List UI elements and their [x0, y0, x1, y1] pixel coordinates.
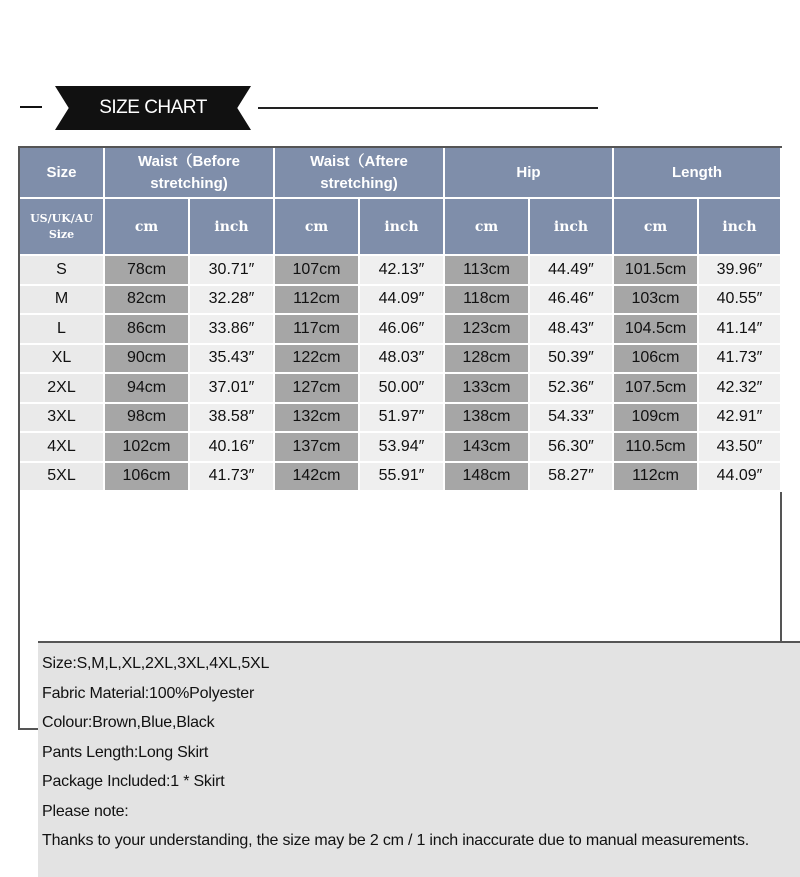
cm-cell: 106cm: [105, 463, 190, 493]
note-line: Package Included:1 * Skirt: [42, 773, 225, 790]
header-dash: [20, 106, 42, 108]
header-waist-before: Waist（Before stretching): [105, 148, 275, 199]
cm-cell: 118cm: [445, 286, 530, 316]
size-cell: 2XL: [20, 374, 105, 404]
size-cell: 4XL: [20, 433, 105, 463]
inch-cell: 55.91″: [360, 463, 445, 493]
cm-cell: 82cm: [105, 286, 190, 316]
cm-cell: 110.5cm: [614, 433, 699, 463]
cm-cell: 107cm: [275, 256, 360, 286]
size-cell: 5XL: [20, 463, 105, 493]
inch-cell: 33.86″: [190, 315, 275, 345]
inch-cell: 56.30″: [530, 433, 614, 463]
cm-cell: 132cm: [275, 404, 360, 434]
inch-cell: 40.55″: [699, 286, 782, 316]
cm-cell: 133cm: [445, 374, 530, 404]
cm-cell: 104.5cm: [614, 315, 699, 345]
inch-cell: 41.73″: [190, 463, 275, 493]
cm-cell: 112cm: [614, 463, 699, 493]
cm-cell: 123cm: [445, 315, 530, 345]
inch-cell: 41.14″: [699, 315, 782, 345]
size-cell: M: [20, 286, 105, 316]
inch-cell: 42.32″: [699, 374, 782, 404]
cm-cell: 90cm: [105, 345, 190, 375]
inch-cell: 40.16″: [190, 433, 275, 463]
cm-cell: 94cm: [105, 374, 190, 404]
cm-cell: 122cm: [275, 345, 360, 375]
inch-cell: 46.06″: [360, 315, 445, 345]
cm-cell: 107.5cm: [614, 374, 699, 404]
unit-cm: cm: [614, 199, 699, 256]
note-line: Pants Length:Long Skirt: [42, 743, 209, 761]
cm-cell: 117cm: [275, 315, 360, 345]
unit-cm: cm: [275, 199, 360, 256]
inch-cell: 52.36″: [530, 374, 614, 404]
inch-cell: 42.13″: [360, 256, 445, 286]
inch-cell: 44.49″: [530, 256, 614, 286]
inch-cell: 46.46″: [530, 286, 614, 316]
unit-cm: cm: [105, 199, 190, 256]
cm-cell: 109cm: [614, 404, 699, 434]
inch-cell: 35.43″: [190, 345, 275, 375]
inch-cell: 50.39″: [530, 345, 614, 375]
unit-inch: inch: [699, 199, 782, 256]
size-chart-table: [18, 146, 782, 849]
cm-cell: 137cm: [275, 433, 360, 463]
inch-cell: 58.27″: [530, 463, 614, 493]
inch-cell: 50.00″: [360, 374, 445, 404]
unit-inch: inch: [360, 199, 445, 256]
product-notes: [38, 641, 800, 877]
inch-cell: 37.01″: [190, 374, 275, 404]
note-line: Size:S,M,L,XL,2XL,3XL,4XL,5XL: [42, 655, 270, 672]
cm-cell: 98cm: [105, 404, 190, 434]
inch-cell: 44.09″: [699, 463, 782, 493]
inch-cell: 43.50″: [699, 433, 782, 463]
header-waist-after: Waist（Aftere stretching): [275, 148, 445, 199]
header-rule: [258, 107, 598, 109]
note-line: Colour:Brown,Blue,Black: [42, 714, 215, 731]
header-size: Size: [20, 148, 105, 199]
inch-cell: 53.94″: [360, 433, 445, 463]
unit-inch: inch: [530, 199, 614, 256]
inch-cell: 38.58″: [190, 404, 275, 434]
cm-cell: 142cm: [275, 463, 360, 493]
cm-cell: 127cm: [275, 374, 360, 404]
cm-cell: 113cm: [445, 256, 530, 286]
unit-cm: cm: [445, 199, 530, 256]
cm-cell: 143cm: [445, 433, 530, 463]
inch-cell: 54.33″: [530, 404, 614, 434]
header-size-region: US/UK/AU Size: [20, 199, 105, 256]
page-title: SIZE CHART: [99, 97, 207, 118]
size-cell: L: [20, 315, 105, 345]
cm-cell: 78cm: [105, 256, 190, 286]
inch-cell: 32.28″: [190, 286, 275, 316]
cm-cell: 86cm: [105, 315, 190, 345]
cm-cell: 128cm: [445, 345, 530, 375]
header-hip: Hip: [445, 148, 614, 199]
inch-cell: 48.43″: [530, 315, 614, 345]
cm-cell: 103cm: [614, 286, 699, 316]
size-cell: S: [20, 256, 105, 286]
cm-cell: 148cm: [445, 463, 530, 493]
inch-cell: 42.91″: [699, 404, 782, 434]
header-length: Length: [614, 148, 782, 199]
cm-cell: 106cm: [614, 345, 699, 375]
inch-cell: 30.71″: [190, 256, 275, 286]
unit-inch: inch: [190, 199, 275, 256]
note-line: Thanks to your understanding, the size may be 2 cm / 1 inch inaccurate due to manual measurements.: [42, 832, 750, 849]
note-line: Please note:: [42, 802, 129, 820]
inch-cell: 41.73″: [699, 345, 782, 375]
cm-cell: 138cm: [445, 404, 530, 434]
cm-cell: 101.5cm: [614, 256, 699, 286]
inch-cell: 51.97″: [360, 404, 445, 434]
note-line: Fabric Material:100%Polyester: [42, 684, 255, 702]
inch-cell: 39.96″: [699, 256, 782, 286]
size-cell: XL: [20, 345, 105, 375]
inch-cell: 48.03″: [360, 345, 445, 375]
cm-cell: 112cm: [275, 286, 360, 316]
cm-cell: 102cm: [105, 433, 190, 463]
size-cell: 3XL: [20, 404, 105, 434]
inch-cell: 44.09″: [360, 286, 445, 316]
